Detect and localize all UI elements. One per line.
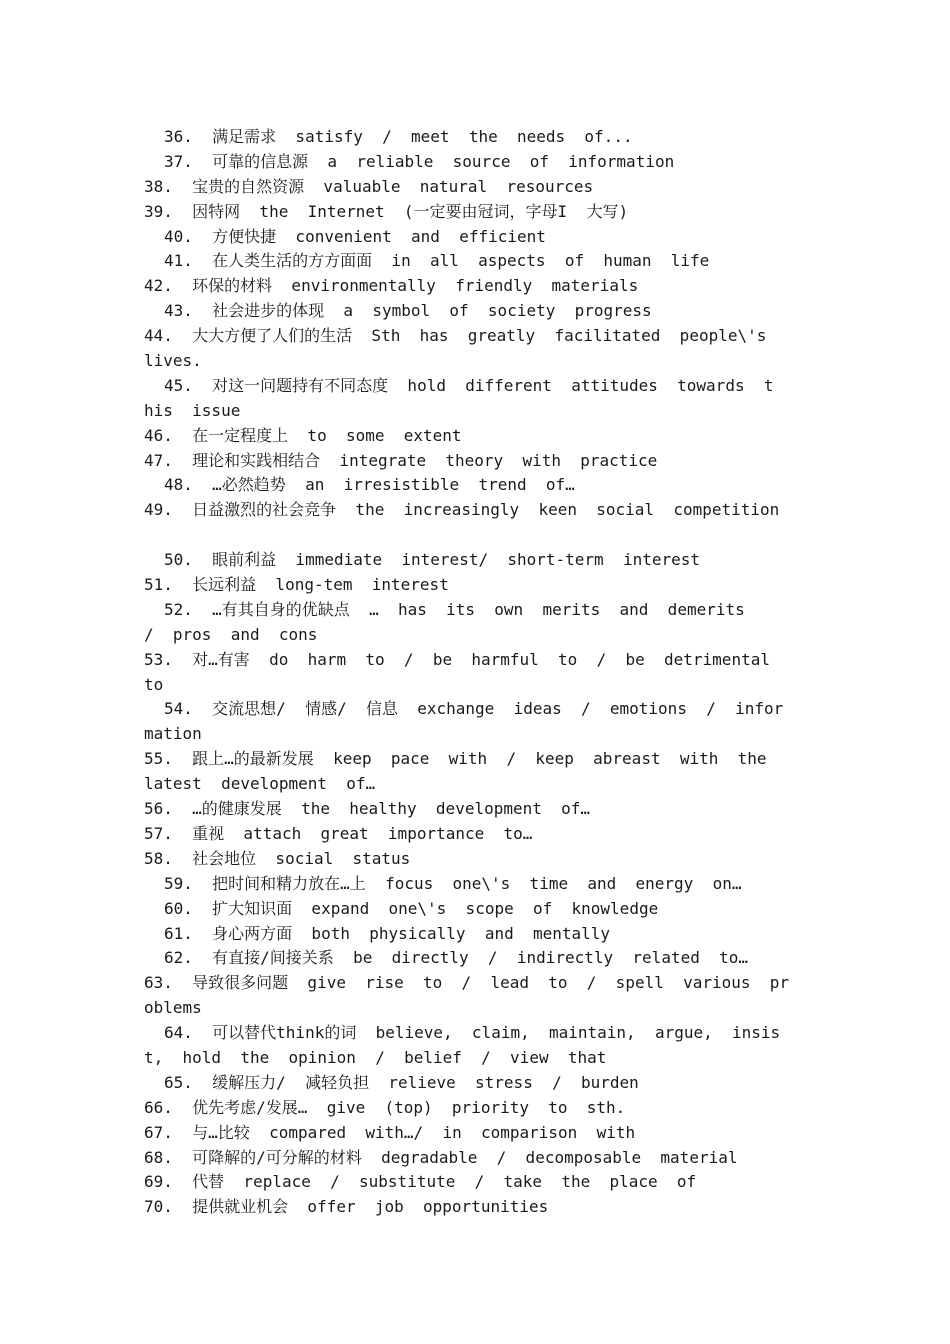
text-line-54-cont: mation — [144, 724, 202, 744]
text-line-55-cont: latest development of… — [144, 774, 376, 794]
text-line-57: 57. 重视 attach great importance to… — [144, 823, 533, 843]
text-line-52-cont: / pros and cons — [144, 624, 318, 644]
text-line-39: 39. 因特网 the Internet (一定要由冠词，字母I 大写) — [144, 201, 629, 221]
text-line-63: 63. 导致很多问题 give rise to / lead to / spell various pr — [144, 973, 790, 993]
text-line-38: 38. 宝贵的自然资源 valuable natural resources — [144, 176, 594, 196]
blank-line — [144, 523, 812, 548]
text-line-50: 50. 眼前利益 immediate interest/ short-term interest — [164, 550, 701, 570]
text-line-36: 36. 满足需求 satisfy / meet the needs of... — [164, 127, 633, 146]
text-line-65: 65. 缓解压力/ 减轻负担 relieve stress / burden — [164, 1072, 639, 1092]
text-line-49: 49. 日益激烈的社会竞争 the increasingly keen social competition — [144, 500, 780, 520]
text-line-64: 64. 可以替代think的词 believe, claim, maintain, argue, insis — [164, 1023, 781, 1043]
text-line-47: 47. 理论和实践相结合 integrate theory with practice — [144, 450, 658, 470]
text-line-59: 59. 把时间和精力放在…上 focus one\'s time and energy on… — [164, 873, 742, 893]
text-line-56: 56. …的健康发展 the healthy development of… — [144, 799, 591, 819]
text-line-40: 40. 方便快捷 convenient and efficient — [164, 226, 546, 246]
text-line-58: 58. 社会地位 social status — [144, 848, 411, 868]
text-line-48: 48. …必然趋势 an irresistible trend of… — [164, 475, 575, 495]
text-line-67: 67. 与…比较 compared with…/ in comparison with — [144, 1122, 636, 1142]
text-line-46: 46. 在一定程度上 to some extent — [144, 425, 462, 445]
text-line-52: 52. …有其自身的优缺点 … has its own merits and demerits — [164, 599, 745, 619]
text-line-63-cont: oblems — [144, 998, 202, 1018]
text-line-69: 69. 代替 replace / substitute / take the place of — [144, 1172, 697, 1192]
text-line-44-cont: lives. — [144, 351, 202, 371]
text-line-55: 55. 跟上…的最新发展 keep pace with / keep abreast with the — [144, 749, 767, 769]
text-line-45: 45. 对这一问题持有不同态度 hold different attitudes towards t — [164, 375, 774, 395]
text-line-45-cont: his issue — [144, 400, 241, 420]
text-line-61: 61. 身心两方面 both physically and mentally — [164, 923, 611, 943]
text-line-60: 60. 扩大知识面 expand one\'s scope of knowledge — [164, 898, 659, 918]
text-line-53-cont: to — [144, 674, 164, 694]
text-line-64-cont: t, hold the opinion / belief / view that — [144, 1047, 607, 1067]
text-line-66: 66. 优先考虑/发展… give (top) priority to sth. — [144, 1097, 626, 1117]
text-line-53: 53. 对…有害 do harm to / be harmful to / be detrimental — [144, 649, 770, 669]
text-line-68: 68. 可降解的/可分解的材料 degradable / decomposable material — [144, 1147, 738, 1167]
text-line-41: 41. 在人类生活的方方面面 in all aspects of human life — [164, 251, 710, 271]
text-line-51: 51. 长远利益 long-tem interest — [144, 575, 449, 595]
document-page — [144, 125, 812, 1220]
text-line-37: 37. 可靠的信息源 a reliable source of information — [164, 151, 675, 171]
text-line-44: 44. 大大方便了人们的生活 Sth has greatly facilitated people\'s — [144, 326, 767, 346]
text-line-42: 42. 环保的材料 environmentally friendly materials — [144, 276, 639, 296]
text-line-43: 43. 社会进步的体现 a symbol of society progress — [164, 301, 652, 321]
text-line-70: 70. 提供就业机会 offer job opportunities — [144, 1197, 549, 1217]
text-line-62: 62. 有直接/间接关系 be directly / indirectly related to… — [164, 948, 749, 968]
text-line-54: 54. 交流思想/ 情感/ 信息 exchange ideas / emotions / infor — [164, 699, 784, 719]
